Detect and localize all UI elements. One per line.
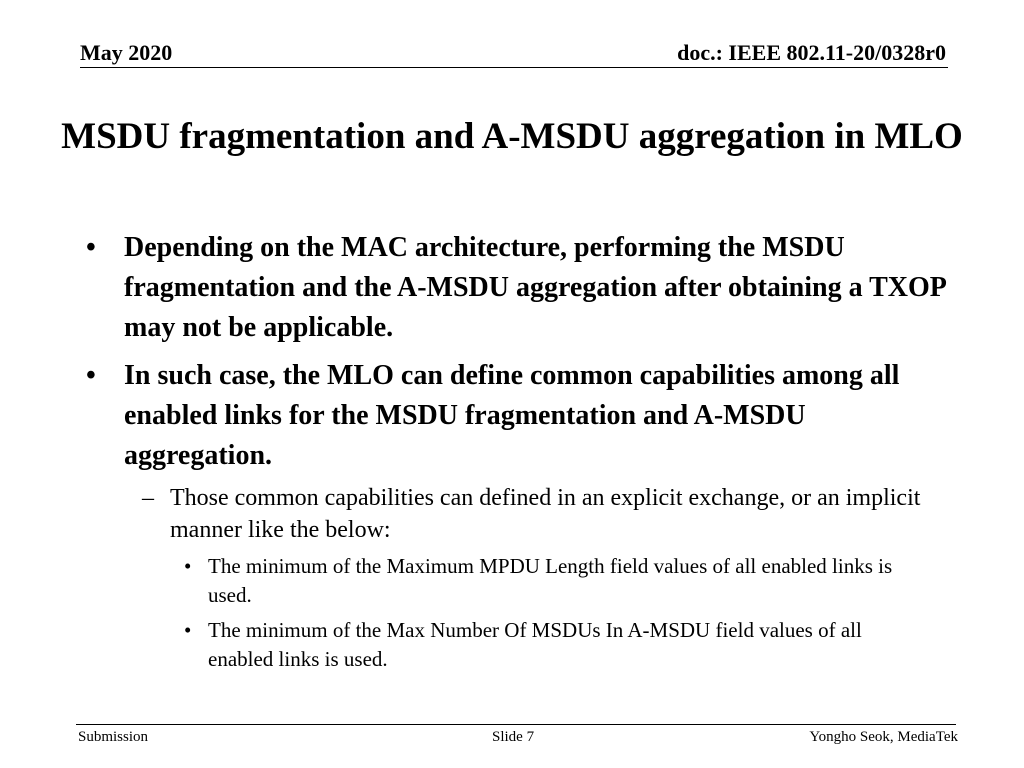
footer-author: Yongho Seok, MediaTek xyxy=(809,729,958,745)
list-item xyxy=(84,356,954,476)
bullet-text: In such case, the MLO can define common capabilities among all enabled links for the MSDU fragmentation and A-MSDU aggregation. xyxy=(124,360,900,471)
bullet-icon: • xyxy=(86,232,96,263)
sub-bullet-text: Those common capabilities can defined in an explicit exchange, or an implicit manner like the below: xyxy=(170,485,921,543)
header-divider xyxy=(80,67,948,68)
dash-icon: – xyxy=(142,485,154,511)
sub-sub-list-item xyxy=(184,616,908,674)
footer-divider xyxy=(76,724,956,725)
sub-sub-list-item xyxy=(184,552,908,610)
footer-submission: Submission xyxy=(78,729,149,745)
footer-slide-number: Slide 7 xyxy=(492,729,535,745)
bullet-icon: • xyxy=(184,554,192,578)
bullet-text: Depending on the MAC architecture, performing the MSDU fragmentation and the A-MSDU aggregation after obtaining a TXOP may not be applicable. xyxy=(124,232,946,343)
bullet-icon: • xyxy=(86,360,96,391)
header-doc-id: doc.: IEEE 802.11-20/0328r0 xyxy=(677,40,946,65)
sub-sub-bullet-text: The minimum of the Max Number Of MSDUs In A-MSDU field values of all enabled links is used. xyxy=(208,618,862,671)
bullet-list xyxy=(84,228,954,680)
slide-title: MSDU fragmentation and A-MSDU aggregation in MLO xyxy=(61,116,963,157)
bullet-icon: • xyxy=(184,618,192,642)
sub-list-item xyxy=(142,482,954,546)
sub-sub-bullet-text: The minimum of the Maximum MPDU Length field values of all enabled links is used. xyxy=(208,554,893,607)
list-item xyxy=(84,228,954,348)
header-date: May 2020 xyxy=(80,40,173,65)
